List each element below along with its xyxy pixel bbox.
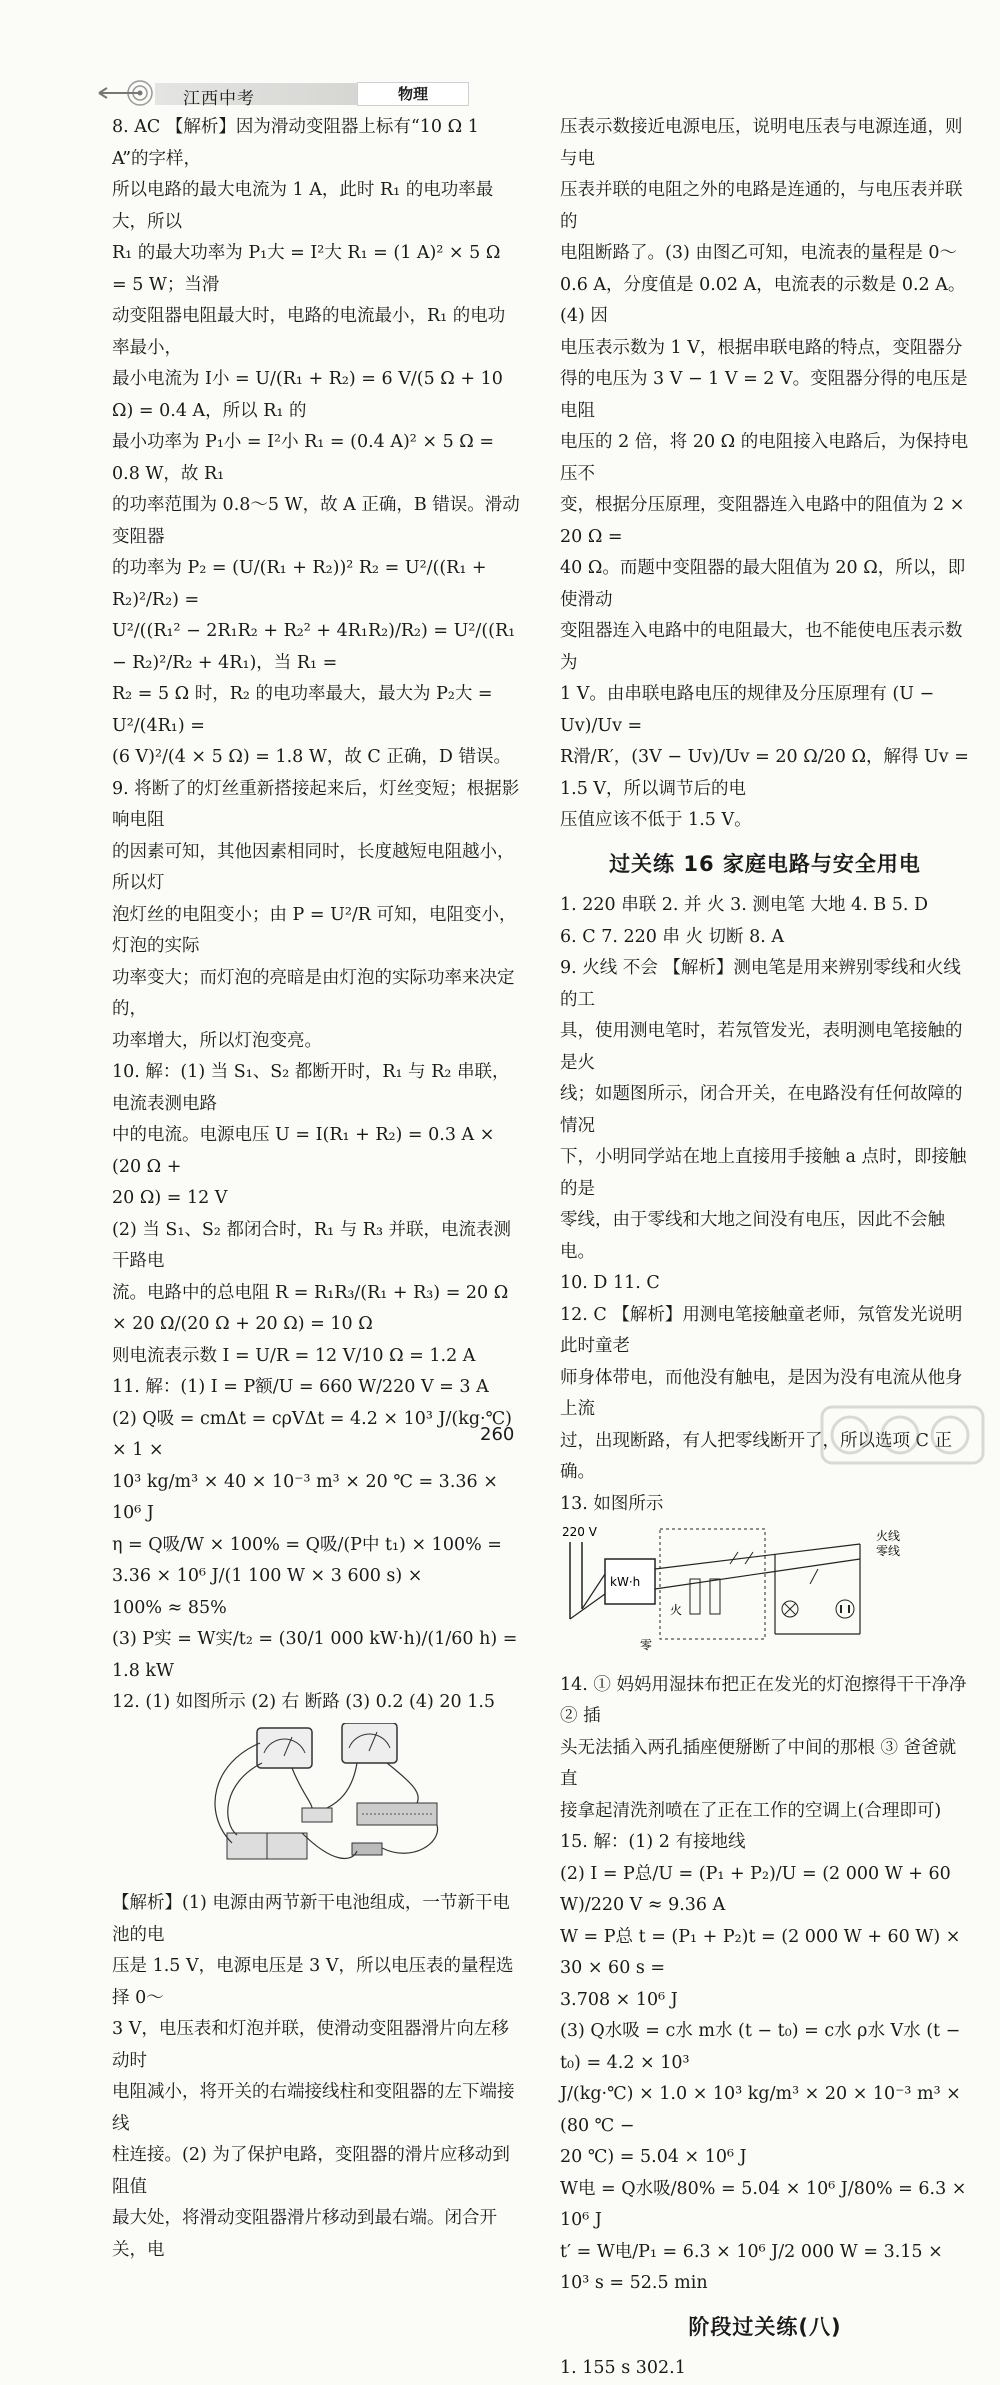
text-line: 电阻断路了。(3) 由图乙可知，电流表的量程是 0～ xyxy=(560,243,958,263)
text-line: 1. 155 s 302.1 xyxy=(560,2358,686,2378)
text-line: 功率增大，所以灯泡变亮。 xyxy=(112,1030,322,1051)
right-column xyxy=(560,112,970,2385)
text-line: 中的电流。电源电压 U = I(R₁ + R₂) = 0.3 A × (20 Ω + xyxy=(112,1125,495,1177)
text-line: R₁ 的最大功率为 P₁大 = I²大 R₁ = (1 A)² × 5 Ω = 5 W；当滑 xyxy=(112,243,501,295)
text-line: 12. (1) 如图所示 (2) 右 断路 (3) 0.2 (4) 20 1.5 xyxy=(112,1692,496,1712)
watermark-logo xyxy=(820,1405,985,1465)
text-line: (6 V)²/(4 × 5 Ω) = 1.8 W，故 C 正确，D 错误。 xyxy=(112,747,511,767)
text-line: 15. 解：(1) 2 有接地线 xyxy=(560,1832,746,1852)
section-title-16: 过关练 16 家庭电路与安全用电 xyxy=(609,851,921,876)
text-line: R₂ = 5 Ω 时，R₂ 的电功率最大，最大为 P₂大 = U²/(4R₁) = xyxy=(112,684,493,736)
text-line: 20 ℃) = 5.04 × 10⁶ J xyxy=(560,2147,747,2167)
circuit-apparatus-image xyxy=(112,1723,512,1873)
text-line: 柱连接。(2) 为了保护电路，变阻器的滑片应移动到阻值 xyxy=(112,2145,510,2197)
text-line: 0.6 A，分度值是 0.02 A，电流表的示数是 0.2 A。(4) 因 xyxy=(560,274,966,326)
text-line: 的功率为 P₂ = (U/(R₁ + R₂))² R₂ = U²/((R₁ + R₂)²/R₂) = xyxy=(112,558,487,610)
text-line: 40 Ω。而题中变阻器的最大阻值为 20 Ω，所以，即使滑动 xyxy=(560,558,966,610)
text-line: 压值应该不低于 1.5 V。 xyxy=(560,810,752,830)
text-line: 10³ kg/m³ × 40 × 10⁻³ m³ × 20 ℃ = 3.36 × 10⁶ J xyxy=(112,1471,498,1523)
text-line: 11. 解：(1) I = P额/U = 660 W/220 V = 3 A xyxy=(112,1377,489,1397)
text-line: 13. 如图所示 xyxy=(560,1493,664,1514)
text-line: (3) P实 = W实/t₂ = (30/1 000 kW·h)/(1/60 h) = 1.8 kW xyxy=(112,1629,518,1681)
text-line: 9. 将断了的灯丝重新搭接起来后，灯丝变短；根据影响电阻 xyxy=(112,778,520,830)
text-line: 师身体带电，而他没有触电，是因为没有电流从他身上流 xyxy=(560,1367,963,1419)
text-line: η = Q吸/W × 100% = Q吸/(P中 t₁) × 100% = 3.36 × 10⁶ J/(1 100 W × 3 600 s) × xyxy=(112,1534,502,1586)
text-line: (3) Q水吸 = c水 m水 (t − t₀) = c水 ρ水 V水 (t − t₀) = 4.2 × 10³ xyxy=(560,2021,961,2073)
experiment-figure xyxy=(112,1723,520,1885)
text-line: 3.708 × 10⁶ J xyxy=(560,1989,678,2010)
left-column xyxy=(112,112,520,2266)
left-text-block xyxy=(112,112,520,1719)
series-title: 江西中考 xyxy=(183,89,255,109)
text-line: 最大处，将滑动变阻器滑片移动到最右端。闭合开关，电 xyxy=(112,2208,497,2260)
text-line: 【解析】(1) 电源由两节新干电池组成，一节新干电池的电 xyxy=(112,1893,510,1945)
text-line: 泡灯丝的电阻变小；由 P = U²/R 可知，电阻变小，灯泡的实际 xyxy=(112,904,517,956)
text-line: 1 V。由串联电路电压的规律及分压原理有 (U − Uv)/Uv = xyxy=(560,684,935,736)
text-line: (2) 当 S₁、S₂ 都闭合时，R₁ 与 R₃ 并联，电流表测干路电 xyxy=(112,1219,512,1271)
household-circuit-diagram xyxy=(560,1524,920,1654)
running-header xyxy=(95,78,495,108)
text-line: 则电流表示数 I = U/R = 12 V/10 Ω = 1.2 A xyxy=(112,1345,476,1366)
text-line: 变阻器连入电路中的电阻最大，也不能使电压表示数为 xyxy=(560,621,963,673)
text-line: 电压表示数为 1 V，根据串联电路的特点，变阻器分 xyxy=(560,337,963,358)
subject-label: 物理 xyxy=(357,82,469,106)
household-circuit-figure xyxy=(560,1524,970,1666)
stage-answers xyxy=(560,2353,970,2385)
text-line: 1. 220 串联 2. 并 火 3. 测电笔 大地 4. B 5. D xyxy=(560,895,929,915)
left-analysis-block xyxy=(112,1888,520,2266)
text-line: 12. C 【解析】用测电笔接触童老师，氖管发光说明此时童老 xyxy=(560,1304,963,1356)
label-meter: kW·h xyxy=(610,1575,641,1589)
label-live: 火线 xyxy=(876,1529,901,1543)
text-line: (2) Q吸 = cmΔt = cρVΔt = 4.2 × 10³ J/(kg·℃) × 1 × xyxy=(112,1408,513,1460)
text-line: 的因素可知，其他因素相同时，长度越短电阻越小，所以灯 xyxy=(112,841,515,893)
text-line: 最小功率为 P₁小 = I²小 R₁ = (0.4 A)² × 5 Ω = 0.8 W，故 R₁ xyxy=(112,432,495,484)
text-line: 线；如题图所示，闭合开关，在电路没有任何故障的情况 xyxy=(560,1084,963,1136)
text-line: 零线，由于零线和大地之间没有电压，因此不会触电。 xyxy=(560,1210,945,1262)
label-fire: 火 xyxy=(670,1603,683,1617)
text-line: 功率变大；而灯泡的亮暗是由灯泡的实际功率来决定的， xyxy=(112,967,515,1019)
text-line: t′ = W电/P₁ = 6.3 × 10⁶ J/2 000 W = 3.15 × 10³ s = 52.5 min xyxy=(560,2241,943,2293)
text-line: (2) I = P总/U = (P₁ + P₂)/U = (2 000 W + 60 W)/220 V ≈ 9.36 A xyxy=(560,1863,951,1915)
right-text-block xyxy=(560,112,970,837)
section-title-stage: 阶段过关练(八) xyxy=(688,2314,842,2339)
text-line: 10. D 11. C xyxy=(560,1273,660,1293)
text-line: 3 V，电压表和灯泡并联，使滑动变阻器滑片向左移动时 xyxy=(112,2019,509,2071)
text-line: J/(kg·℃) × 1.0 × 10³ kg/m³ × 20 × 10⁻³ m³ × (80 ℃ − xyxy=(560,2084,961,2136)
text-line: 的功率范围为 0.8～5 W，故 A 正确，B 错误。滑动变阻器 xyxy=(112,495,520,547)
text-line: 下，小明同学站在地上直接用手接触 a 点时，即接触的是 xyxy=(560,1147,967,1199)
text-line: 100% ≈ 85% xyxy=(112,1597,227,1618)
text-line: 压表并联的电阻之外的电路是连通的，与电压表并联的 xyxy=(560,180,963,232)
text-line: 所以电路的最大电流为 1 A，此时 R₁ 的电功率最大，所以 xyxy=(112,180,494,232)
text-line: 具，使用测电笔时，若氖管发光，表明测电笔接触的是火 xyxy=(560,1021,963,1073)
text-line: 10. 解：(1) 当 S₁、S₂ 都断开时，R₁ 与 R₂ 串联，电流表测电路 xyxy=(112,1062,510,1114)
text-line: 8. AC 【解析】因为滑动变阻器上标有“10 Ω 1 A”的字样， xyxy=(112,117,479,169)
text-line: R滑/R′，(3V − Uv)/Uv = 20 Ω/20 Ω，解得 Uv = 1.5 V，所以调节后的电 xyxy=(560,747,969,799)
section16-answers-continued xyxy=(560,1670,970,2300)
text-line: 压是 1.5 V，电源电压是 3 V，所以电压表的量程选择 0～ xyxy=(112,1956,514,2008)
text-line: 流。电路中的总电阻 R = R₁R₃/(R₁ + R₃) = 20 Ω × 20 Ω/(20 Ω + 20 Ω) = 10 Ω xyxy=(112,1282,509,1334)
text-line: 接拿起清洗剂喷在了正在工作的空调上(合理即可) xyxy=(560,1800,942,1821)
text-line: 6. C 7. 220 串 火 切断 8. A xyxy=(560,926,785,947)
text-line: 电阻减小，将开关的右端接线柱和变阻器的左下端接线 xyxy=(112,2082,515,2134)
text-line: 头无法插入两孔插座便掰断了中间的那根 ③ 爸爸就直 xyxy=(560,1737,957,1789)
label-zero: 零 xyxy=(640,1638,653,1652)
text-line: 14. ① 妈妈用湿抹布把正在发光的灯泡擦得干干净净 ② 插 xyxy=(560,1674,967,1726)
text-line: 9. 火线 不会 【解析】测电笔是用来辨别零线和火线的工 xyxy=(560,958,961,1010)
text-line: W = P总 t = (P₁ + P₂)t = (2 000 W + 60 W) × 30 × 60 s = xyxy=(560,1926,961,1978)
text-line: 20 Ω) = 12 V xyxy=(112,1188,228,1208)
text-line: U²/((R₁² − 2R₁R₂ + R₂² + 4R₁R₂)/R₂) = U²/((R₁ − R₂)²/R₂ + 4R₁)，当 R₁ = xyxy=(112,621,516,673)
text-line: 变，根据分压原理，变阻器连入电路中的阻值为 2 × 20 Ω = xyxy=(560,495,965,547)
label-neutral: 零线 xyxy=(876,1544,901,1558)
text-line: 最小电流为 I小 = U/(R₁ + R₂) = 6 V/(5 Ω + 10 Ω) = 0.4 A，所以 R₁ 的 xyxy=(112,369,503,421)
text-line: 过，出现断路，有人把零线断开了，所以选项 C 正确。 xyxy=(560,1430,953,1482)
label-220v: 220 V xyxy=(562,1525,597,1539)
page-number: 260 xyxy=(480,1424,515,1445)
text-line: 动变阻器电阻最大时，电路的电流最小，R₁ 的电功率最小， xyxy=(112,306,506,358)
text-line: 得的电压为 3 V − 1 V = 2 V。变阻器分得的电压是电阻 xyxy=(560,369,968,421)
text-line: 压表示数接近电源电压，说明电压表与电源连通，则与电 xyxy=(560,117,963,169)
text-line: W电 = Q水吸/80% = 5.04 × 10⁶ J/80% = 6.3 × 10⁶ J xyxy=(560,2178,967,2230)
text-line: 电压的 2 倍，将 20 Ω 的电阻接入电路后，为保持电压不 xyxy=(560,432,969,484)
